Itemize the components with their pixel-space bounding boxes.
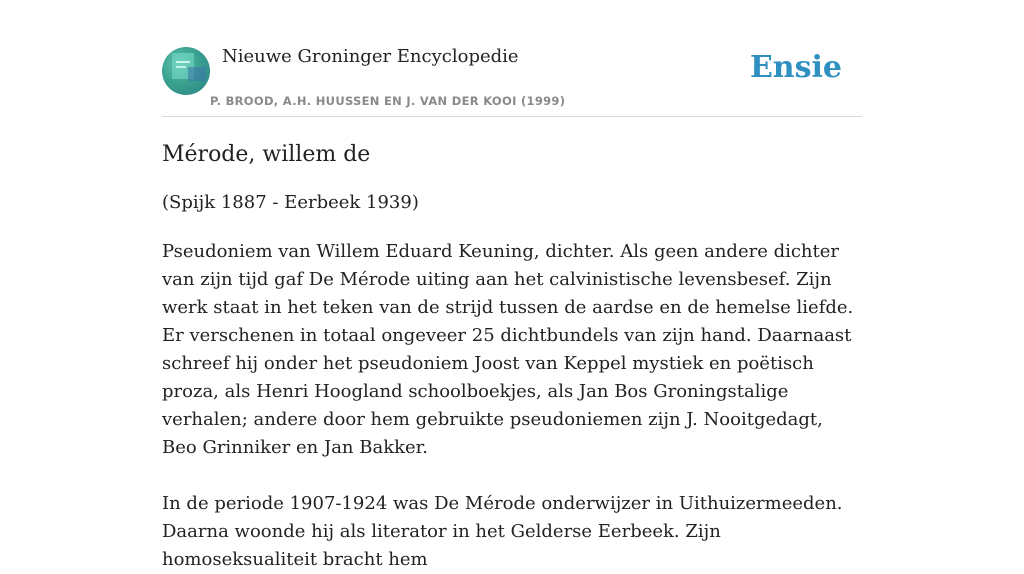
article-title: Mérode, willem de	[162, 142, 371, 167]
article-body	[162, 238, 862, 574]
article-paragraph: In de periode 1907-1924 was De Mérode onderwijzer in Uithuizermeeden. Daarna woonde hij als literator in het Gelderse Eerbeek. Zijn homoseksualiteit bracht hem	[162, 493, 843, 570]
brand-logo[interactable]: Ensie	[749, 50, 842, 85]
article-paragraph: Pseudoniem van Willem Eduard Keuning, dichter. Als geen andere dichter van zijn tijd gaf De Mérode uiting aan het calvinistische levensbesef. Zijn werk staat in het teken van de strijd tussen de aardse en de hemelse liefde. Er verschenen in totaal ongeveer 25 dichtbundels van zijn hand. Daarnaast schreef hij onder het pseudoniem Joost van Keppel mystiek en poëtisch proza, als Henri Hoogland schoolboekjes, als Jan Bos Groningstalige verhalen; andere door hem gebruikte pseudoniemen zijn J. Nooitgedagt, Beo Grinniker en Jan Bakker.	[162, 241, 854, 458]
book-authors: P. BROOD, A.H. HUUSSEN EN J. VAN DER KOOI (1999)	[210, 94, 566, 108]
header	[162, 0, 862, 117]
book-cover-shape	[176, 66, 186, 68]
book-cover-image[interactable]	[162, 47, 210, 95]
article-subtitle: (Spijk 1887 - Eerbeek 1939)	[162, 192, 419, 213]
article	[162, 140, 862, 574]
book-cover-shape	[176, 61, 190, 63]
book-cover-shape	[188, 67, 206, 81]
book-title-link[interactable]: Nieuwe Groninger Encyclopedie	[222, 46, 519, 67]
